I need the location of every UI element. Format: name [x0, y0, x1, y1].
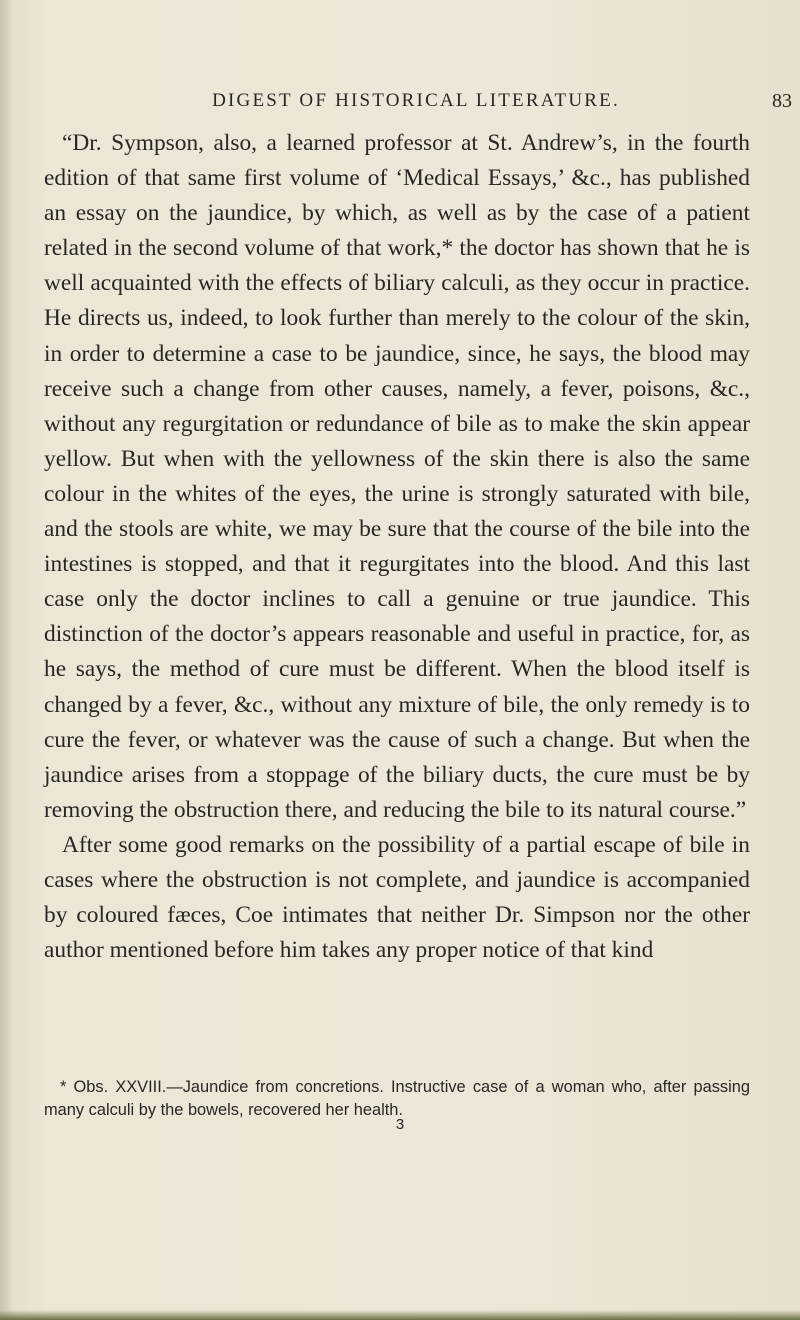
body-text: [44, 126, 750, 968]
running-head: [40, 90, 792, 118]
page-number: 83: [772, 90, 792, 112]
paragraph-commentary: After some good remarks on the possibility of a partial escape of bile in cases where the obstruction is not complete, and jaundice is accompanied by coloured fæces, Coe intimates that neither Dr. Simpson nor the other author mentioned before him takes any proper notice of that kind: [44, 831, 750, 964]
footnote: * Obs. XXVIII.—Jaundice from concretions. Instructive case of a woman who, after passing many calculi by the bowels, recovered her health.: [44, 1078, 750, 1119]
page-bottom-edge: [0, 1310, 800, 1320]
running-title: DIGEST OF HISTORICAL LITERATURE.: [212, 90, 620, 111]
signature-mark: 3: [395, 1116, 405, 1133]
paragraph-quotation: “Dr. Sympson, also, a learned professor at St. Andrew’s, in the fourth edition of that same first volume of ‘Medical Essays,’ &c., has published an essay on the jaundice, by which, as well as by the case of a patient related in the second volume of that work,* the doctor has shown that he is well acquainted with the effects of biliary calculi, as they occur in practice. He directs us, indeed, to look further than merely to the colour of the skin, in order to determine a case to be jaundice, since, he says, the blood may receive such a change from other causes, namely, a fever, poisons, &c., without any regurgitation or redundance of bile as to make the skin appear yellow. But when with the yellowness of the skin there is also the same colour in the whites of the eyes, the urine is strongly saturated with bile, and the stools are white, we may be sure that the course of the bile into the intestines is stopped, and that it regurgitates into the blood. And this last case only the doctor inclines to call a genuine or true jaundice. This distinction of the doctor’s appears reasonable and useful in practice, for, as he says, the method of cure must be different. When the blood itself is changed by a fever, &c., without any mixture of bile, the only remedy is to cure the fever, or whatever was the cause of such a change. But when the jaundice arises from a stoppage of the biliary ducts, the cure must be by removing the obstruction there, and reducing the bile to its natural course.”: [44, 130, 750, 823]
